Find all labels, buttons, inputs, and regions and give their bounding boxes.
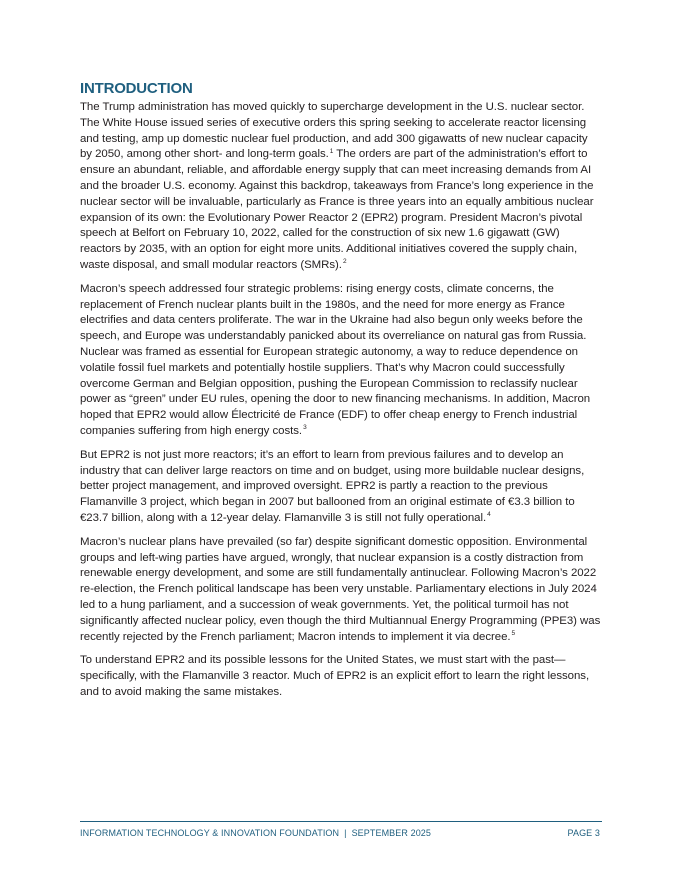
paragraph-text: Macron’s speech addressed four strategic problems: rising energy costs, climate concerns, the replacement of French nuclear plants built in the 1980s, and the need for more energy as France electrifies and data centers proliferate. The war in the Ukraine had also begun only weeks before the speech, and Europe was understandably panicked about its overreliance on natural gas from Russia. Nuclear was framed as essential for European strategic autonomy, a way to reduce dependence on volatile fossil fuel markets and potentially hostile suppliers. That’s why Macron could successfully overcome German and Belgian opposition, pushing the European Commission to reclassify nuclear power as “green” under EU rules, opening the door to new financing mechanisms. In addition, Macron hoped that EPR2 would allow Électricité de France (EDF) to offer cheap energy to French industrial companies suffering from high energy costs. [80,282,591,437]
body-paragraph [80,535,602,646]
body-paragraph [80,448,602,527]
footer-date: SEPTEMBER 2025 [351,828,432,838]
footer-separator: | [344,828,347,838]
footnote-reference[interactable]: 4 [487,511,491,519]
footnote-reference[interactable]: 3 [303,424,307,432]
paragraph-text: Macron’s nuclear plans have prevailed (so far) despite significant domestic opposition. Environmental groups and left-wing parties have argued, wrongly, that nuclear expansion is a costly distraction from renewable energy development, and some are still fundamentally antinuclear. Following Macron’s 2022 re-election, the French political landscape has been very unstable. Parliamentary elections in July 2024 led to a hung parliament, and a succession of weak governments. Yet, the political turmoil has not significantly affected nuclear policy, even though the third Multiannual Energy Programming (PPE3) was recently rejected by the French parliament; Macron intends to implement it via decree. [80,535,601,643]
body-paragraph [80,653,602,700]
footnote-reference[interactable]: 1 [329,147,334,155]
paragraph-text: The Trump administration has moved quickly to supercharge development in the U.S. nuclear sector. The White House issued series of executive orders this spring seeking to accelerate reactor licensing and testing, amp up domestic nuclear fuel production, and add 300 gigawatts of new nuclear capacity by 2050, among other short- and long-term goals. [80,101,588,161]
footer-publication-info [80,828,431,838]
footnote-reference[interactable]: 2 [342,258,347,266]
section-heading: INTRODUCTION [80,80,193,97]
main-content [80,80,602,709]
footnote-reference[interactable]: 5 [511,629,516,637]
body-paragraph [80,100,602,274]
page-footer [80,828,600,838]
body-text [80,100,602,701]
footer-organization: INFORMATION TECHNOLOGY & INNOVATION FOUNDATION [80,828,340,838]
footer-divider [80,821,602,822]
paragraph-text: The orders are part of the administration’s effort to ensure an abundant, reliable, and affordable energy supply that can meet increasing demands from AI and the broader U.S. economy. Against this backdrop, takeaways from France’s long experience in the nuclear sector will be invaluable, particularly as France is three years into an equally ambitious nuclear expansion of its own: the Evolutionary Power Reactor 2 (EPR2) program. President Macron’s pivotal speech at Belfort on February 10, 2022, called for the construction of six new 1.6 gigawatt (GW) reactors by 2035, with an option for eight more units. Additional initiatives covered the supply chain, waste disposal, and small modular reactors (SMRs). [80,148,594,271]
paragraph-text: To understand EPR2 and its possible lessons for the United States, we must start with the past—specifically, with the Flamanville 3 reactor. Much of EPR2 is an explicit effort to learn the right lessons, and to avoid making the same mistakes. [80,654,590,698]
body-paragraph [80,282,602,440]
footer-page-number: PAGE 3 [567,828,600,838]
paragraph-text: But EPR2 is not just more reactors; it’s an effort to learn from previous failures and to develop an industry that can deliver large reactors on time and on budget, using more buildable nuclear designs, better project management, and improved oversight. EPR2 is partly a reaction to the previous Flamanville 3 project, which began in 2007 but ballooned from an original estimate of €3.3 billion to €23.7 billion, along with a 12-year delay. Flamanville 3 is still not fully operational. [80,448,585,524]
